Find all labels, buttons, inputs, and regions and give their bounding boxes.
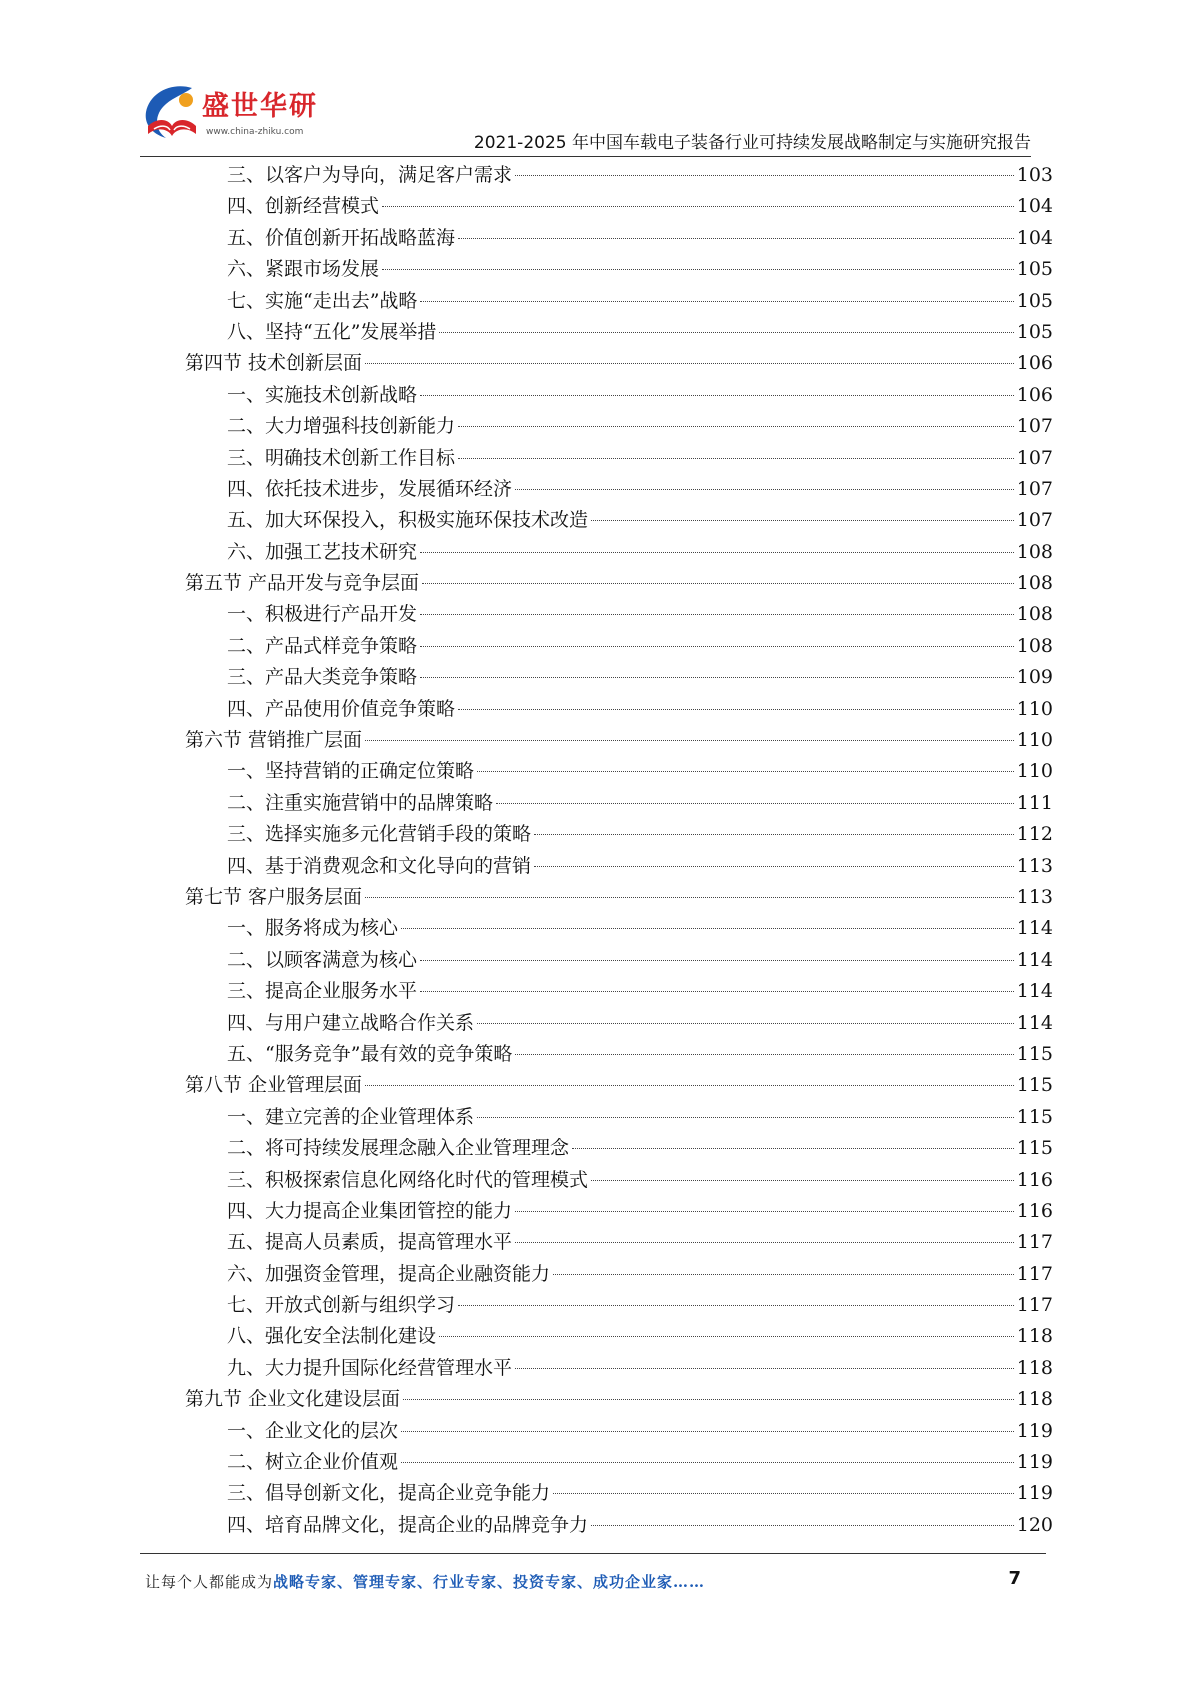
- toc-subsection-entry[interactable]: [185, 474, 1053, 505]
- toc-dot-leader: [365, 740, 1014, 741]
- toc-entry-page: 106: [1016, 352, 1053, 375]
- toc-entry-label: 二、注重实施营销中的品牌策略: [227, 791, 494, 814]
- toc-subsection-entry[interactable]: [185, 1039, 1053, 1070]
- toc-subsection-entry[interactable]: [185, 286, 1053, 317]
- toc-subsection-entry[interactable]: [185, 756, 1053, 787]
- toc-dot-leader: [439, 332, 1013, 333]
- toc-entry-label: 二、以顾客满意为核心: [227, 948, 418, 971]
- toc-entry-label: 四、创新经营模式: [227, 195, 380, 218]
- toc-dot-leader: [477, 771, 1014, 772]
- toc-entry-page: 107: [1016, 446, 1053, 469]
- toc-entry-label: 一、服务将成为核心: [227, 917, 399, 940]
- toc-entry-page: 119: [1016, 1419, 1053, 1442]
- toc-entry-page: 118: [1016, 1356, 1053, 1379]
- toc-dot-leader: [515, 1242, 1014, 1243]
- toc-entry-page: 119: [1016, 1451, 1053, 1474]
- toc-dot-leader: [420, 395, 1014, 396]
- toc-dot-leader: [420, 646, 1014, 647]
- toc-entry-page: 117: [1016, 1294, 1053, 1317]
- toc-entry-page: 103: [1016, 164, 1053, 186]
- footer-divider: [140, 1553, 1046, 1554]
- toc-entry-label: 第四节 技术创新层面: [185, 352, 363, 375]
- toc-entry-label: 六、紧跟市场发展: [227, 258, 380, 281]
- toc-dot-leader: [553, 1274, 1014, 1275]
- toc-dot-leader: [420, 301, 1013, 302]
- toc-subsection-entry[interactable]: [185, 1447, 1053, 1478]
- toc-entry-page: 116: [1016, 1168, 1053, 1191]
- toc-dot-leader: [458, 426, 1014, 427]
- toc-section-entry[interactable]: [185, 1384, 1053, 1415]
- toc-dot-leader: [515, 1368, 1014, 1369]
- toc-subsection-entry[interactable]: [185, 631, 1053, 662]
- toc-subsection-entry[interactable]: [185, 851, 1053, 882]
- toc-entry-label: 第六节 营销推广层面: [185, 729, 363, 752]
- toc-subsection-entry[interactable]: [185, 1510, 1053, 1541]
- toc-dot-leader: [477, 1023, 1014, 1024]
- toc-subsection-entry[interactable]: [185, 1478, 1053, 1509]
- footer-slogan: [145, 1571, 705, 1592]
- toc-subsection-entry[interactable]: [185, 976, 1053, 1007]
- toc-dot-leader: [401, 1431, 1014, 1432]
- toc-subsection-entry[interactable]: [185, 1290, 1053, 1321]
- logo-text: 盛世华研: [202, 91, 318, 122]
- toc-dot-leader: [420, 552, 1014, 553]
- toc-entry-label: 第九节 企业文化建设层面: [185, 1388, 401, 1411]
- toc-dot-leader: [515, 175, 1014, 176]
- toc-subsection-entry[interactable]: [185, 505, 1053, 536]
- toc-entry-page: 114: [1016, 917, 1053, 940]
- toc-entry-label: 一、建立完善的企业管理体系: [227, 1105, 475, 1128]
- toc-subsection-entry[interactable]: [185, 1416, 1053, 1447]
- footer-slogan-highlight: 战略专家、管理专家、行业专家、投资专家、成功企业家……: [273, 1573, 706, 1591]
- toc-dot-leader: [420, 614, 1014, 615]
- toc-entry-page: 120: [1016, 1513, 1053, 1536]
- toc-subsection-entry[interactable]: [185, 411, 1053, 442]
- toc-subsection-entry[interactable]: [185, 694, 1053, 725]
- toc-subsection-entry[interactable]: [185, 945, 1053, 976]
- toc-entry-label: 四、大力提高企业集团管控的能力: [227, 1199, 513, 1222]
- toc-entry-label: 四、基于消费观念和文化导向的营销: [227, 854, 532, 877]
- toc-subsection-entry[interactable]: [185, 1353, 1053, 1384]
- toc-dot-leader: [534, 866, 1014, 867]
- toc-entry-page: 105: [1016, 289, 1053, 312]
- toc-entry-label: 四、依托技术进步，发展循环经济: [227, 477, 513, 500]
- toc-dot-leader: [422, 583, 1014, 584]
- toc-subsection-entry[interactable]: [185, 160, 1053, 191]
- toc-entry-page: 106: [1016, 383, 1053, 406]
- toc-dot-leader: [591, 520, 1014, 521]
- toc-entry-label: 八、强化安全法制化建设: [227, 1325, 437, 1348]
- logo-url: www.china-zhiku.com: [206, 127, 304, 137]
- toc-dot-leader: [477, 1117, 1014, 1118]
- toc-entry-page: 110: [1016, 760, 1053, 783]
- toc-section-entry[interactable]: [185, 568, 1053, 599]
- toc-entry-label: 二、产品式样竞争策略: [227, 634, 418, 657]
- toc-subsection-entry[interactable]: [185, 1196, 1053, 1227]
- toc-entry-label: 一、企业文化的层次: [227, 1419, 399, 1442]
- toc-entry-page: 114: [1016, 1011, 1053, 1034]
- toc-dot-leader: [401, 1462, 1014, 1463]
- toc-subsection-entry[interactable]: [185, 191, 1053, 222]
- toc-entry-label: 一、实施技术创新战略: [227, 383, 418, 406]
- toc-entry-label: 第七节 客户服务层面: [185, 885, 363, 908]
- toc-dot-leader: [515, 1054, 1013, 1055]
- toc-entry-label: 七、实施“走出去”战略: [227, 289, 418, 312]
- toc-subsection-entry[interactable]: [185, 223, 1053, 254]
- toc-subsection-entry[interactable]: [185, 788, 1053, 819]
- toc-entry-page: 114: [1016, 948, 1053, 971]
- toc-subsection-entry[interactable]: [185, 819, 1053, 850]
- toc-dot-leader: [365, 1085, 1014, 1086]
- toc-dot-leader: [439, 1336, 1014, 1337]
- toc-dot-leader: [572, 1148, 1014, 1149]
- toc-subsection-entry[interactable]: [185, 380, 1053, 411]
- toc-entry-label: 三、产品大类竞争策略: [227, 666, 418, 689]
- toc-entry-label: 一、积极进行产品开发: [227, 603, 418, 626]
- toc-section-entry[interactable]: [185, 1070, 1053, 1101]
- toc-entry-label: 四、培育品牌文化，提高企业的品牌竞争力: [227, 1513, 589, 1536]
- toc-entry-label: 五、“服务竞争”最有效的竞争策略: [227, 1042, 513, 1065]
- toc-dot-leader: [591, 1180, 1014, 1181]
- toc-entry-label: 五、提高人员素质，提高管理水平: [227, 1231, 513, 1254]
- toc-entry-page: 119: [1016, 1482, 1053, 1505]
- toc-entry-label: 三、提高企业服务水平: [227, 980, 418, 1003]
- toc-entry-page: 111: [1016, 791, 1053, 814]
- toc-dot-leader: [458, 709, 1014, 710]
- company-logo: [140, 82, 370, 152]
- toc-dot-leader: [591, 1525, 1014, 1526]
- toc-entry-page: 108: [1016, 634, 1053, 657]
- toc-dot-leader: [365, 363, 1014, 364]
- toc-section-entry[interactable]: [185, 882, 1053, 913]
- toc-dot-leader: [515, 1211, 1014, 1212]
- toc-entry-label: 六、加强资金管理，提高企业融资能力: [227, 1262, 551, 1285]
- toc-entry-label: 二、大力增强科技创新能力: [227, 415, 456, 438]
- toc-dot-leader: [496, 803, 1014, 804]
- report-title: 2021-2025 年中国车载电子装备行业可持续发展战略制定与实施研究报告: [473, 133, 1031, 153]
- toc-subsection-entry[interactable]: [185, 1133, 1053, 1164]
- footer-slogan-prefix: 让每个人都能成为: [145, 1573, 274, 1591]
- toc-dot-leader: [420, 991, 1014, 992]
- toc-entry-page: 105: [1016, 258, 1053, 281]
- toc-dot-leader: [420, 677, 1014, 678]
- toc-entry-page: 108: [1016, 603, 1053, 626]
- toc-entry-page: 115: [1016, 1074, 1053, 1097]
- toc-entry-page: 104: [1016, 226, 1053, 249]
- toc-entry-label: 五、价值创新开拓战略蓝海: [227, 226, 456, 249]
- toc-subsection-entry[interactable]: [185, 1165, 1053, 1196]
- toc-entry-label: 第八节 企业管理层面: [185, 1074, 363, 1097]
- toc-entry-page: 115: [1016, 1105, 1053, 1128]
- toc-entry-page: 115: [1016, 1042, 1053, 1065]
- toc-entry-label: 六、加强工艺技术研究: [227, 540, 418, 563]
- toc-entry-label: 三、明确技术创新工作目标: [227, 446, 456, 469]
- toc-subsection-entry[interactable]: [185, 1259, 1053, 1290]
- toc-subsection-entry[interactable]: [185, 317, 1053, 348]
- toc-subsection-entry[interactable]: [185, 1227, 1053, 1258]
- toc-entry-page: 108: [1016, 572, 1053, 595]
- toc-entry-label: 三、积极探索信息化网络化时代的管理模式: [227, 1168, 589, 1191]
- toc-entry-page: 115: [1016, 1137, 1053, 1160]
- table-of-contents: [185, 160, 1053, 1541]
- toc-dot-leader: [382, 206, 1014, 207]
- toc-entry-page: 113: [1016, 854, 1053, 877]
- toc-entry-label: 七、开放式创新与组织学习: [227, 1294, 456, 1317]
- toc-entry-page: 117: [1016, 1231, 1053, 1254]
- toc-entry-page: 105: [1016, 320, 1053, 343]
- toc-entry-label: 二、将可持续发展理念融入企业管理理念: [227, 1137, 570, 1160]
- header-divider: [140, 156, 1031, 157]
- toc-subsection-entry[interactable]: [185, 599, 1053, 630]
- toc-subsection-entry[interactable]: [185, 1102, 1053, 1133]
- toc-dot-leader: [458, 1305, 1014, 1306]
- toc-dot-leader: [382, 269, 1014, 270]
- toc-entry-page: 113: [1016, 885, 1053, 908]
- toc-dot-leader: [515, 489, 1014, 490]
- logo-emblem-icon: [140, 82, 202, 144]
- toc-entry-label: 一、坚持营销的正确定位策略: [227, 760, 475, 783]
- toc-entry-page: 104: [1016, 195, 1053, 218]
- toc-entry-page: 107: [1016, 415, 1053, 438]
- toc-dot-leader: [420, 960, 1014, 961]
- toc-entry-page: 107: [1016, 509, 1053, 532]
- toc-entry-label: 三、选择实施多元化营销手段的策略: [227, 823, 532, 846]
- toc-subsection-entry[interactable]: [185, 537, 1053, 568]
- toc-subsection-entry[interactable]: [185, 1008, 1053, 1039]
- toc-section-entry[interactable]: [185, 725, 1053, 756]
- toc-entry-page: 108: [1016, 540, 1053, 563]
- toc-entry-label: 第五节 产品开发与竞争层面: [185, 572, 420, 595]
- toc-entry-label: 四、产品使用价值竞争策略: [227, 697, 456, 720]
- toc-entry-page: 110: [1016, 697, 1053, 720]
- toc-dot-leader: [403, 1399, 1014, 1400]
- toc-entry-label: 五、加大环保投入，积极实施环保技术改造: [227, 509, 589, 532]
- toc-dot-leader: [401, 928, 1014, 929]
- toc-subsection-entry[interactable]: [185, 254, 1053, 285]
- toc-entry-label: 三、以客户为导向，满足客户需求: [227, 164, 513, 186]
- toc-dot-leader: [458, 238, 1014, 239]
- toc-entry-page: 107: [1016, 477, 1053, 500]
- toc-subsection-entry[interactable]: [185, 662, 1053, 693]
- toc-entry-label: 八、坚持“五化”发展举措: [227, 320, 437, 343]
- toc-dot-leader: [534, 834, 1014, 835]
- toc-dot-leader: [458, 458, 1014, 459]
- toc-entry-label: 三、倡导创新文化，提高企业竞争能力: [227, 1482, 551, 1505]
- toc-entry-page: 117: [1016, 1262, 1053, 1285]
- toc-subsection-entry[interactable]: [185, 443, 1053, 474]
- toc-entry-label: 二、树立企业价值观: [227, 1451, 399, 1474]
- toc-subsection-entry[interactable]: [185, 1321, 1053, 1352]
- toc-entry-page: 118: [1016, 1388, 1053, 1411]
- toc-entry-page: 118: [1016, 1325, 1053, 1348]
- toc-subsection-entry[interactable]: [185, 913, 1053, 944]
- toc-entry-page: 114: [1016, 980, 1053, 1003]
- toc-entry-page: 116: [1016, 1199, 1053, 1222]
- toc-section-entry[interactable]: [185, 348, 1053, 379]
- toc-entry-page: 109: [1016, 666, 1053, 689]
- toc-entry-page: 112: [1016, 823, 1053, 846]
- toc-dot-leader: [365, 897, 1014, 898]
- toc-entry-label: 四、与用户建立战略合作关系: [227, 1011, 475, 1034]
- toc-entry-label: 九、大力提升国际化经营管理水平: [227, 1356, 513, 1379]
- toc-entry-page: 110: [1016, 729, 1053, 752]
- toc-dot-leader: [553, 1493, 1014, 1494]
- page-number: 7: [1008, 1568, 1021, 1589]
